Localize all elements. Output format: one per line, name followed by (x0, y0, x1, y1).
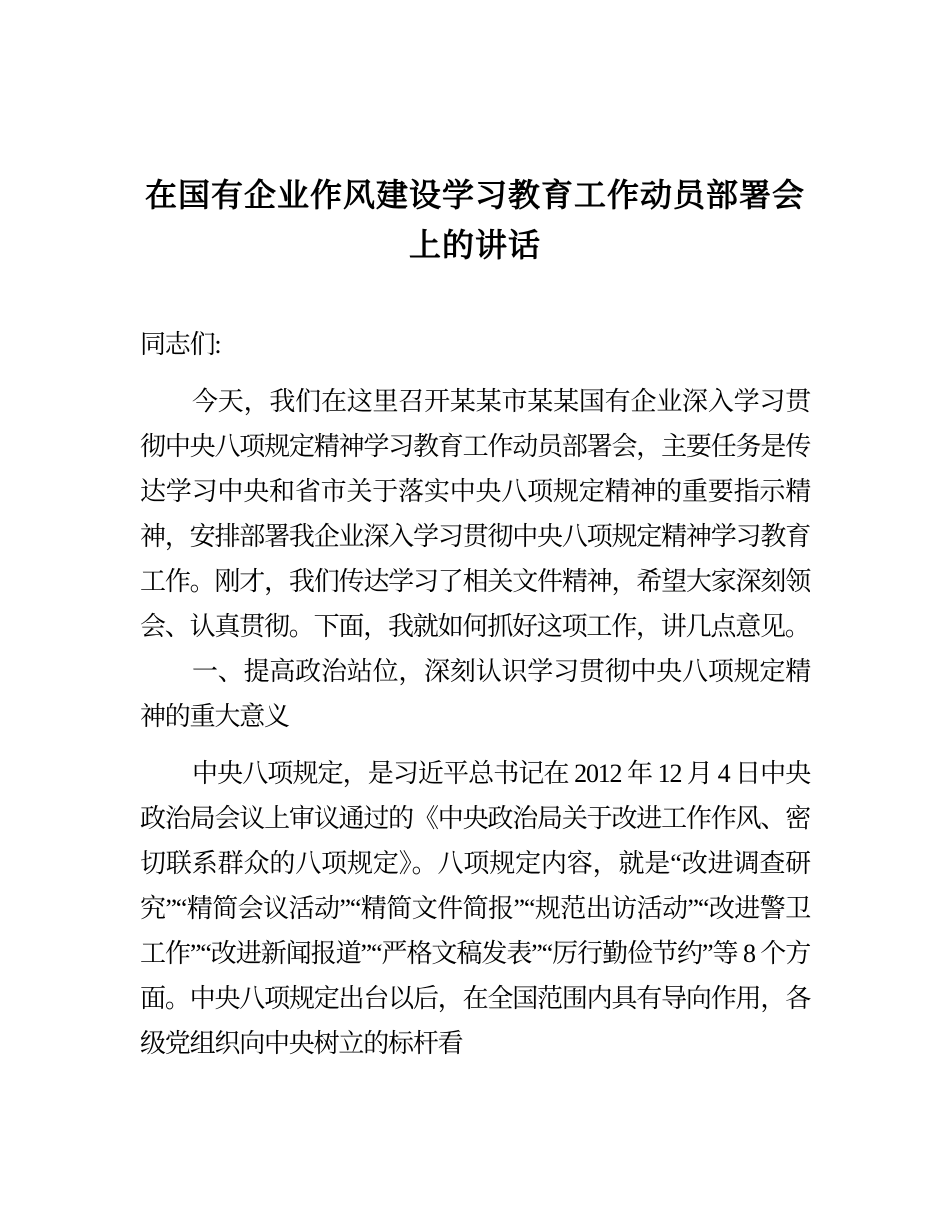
section-heading-1: 一、提高政治站位，深刻认识学习贯彻中央八项规定精神的重大意义 (140, 657, 810, 731)
salutation: 同志们: (140, 330, 221, 359)
paragraph-eight-rules: 中央八项规定，是习近平总书记在 2012 年 12 月 4 日中央政治局会议上审议通过的《中央政治局关于改进工作作风、密切联系群众的八项规定》。八项规定内容，就是“改进调查研究”“精简会议活动”“精简文件简报”“规范出访活动”“改进警卫工作”“改进新闻报道”“严格文稿发表”“厉行勤俭节约”等 8 个方面。中央八项规定出台以后，在全国范围内具有导向作用，各级党组织向中央树立的标杆看 (140, 759, 810, 1058)
document-body (140, 322, 810, 1066)
document-title: 在国有企业作风建设学习教育工作动员部署会上的讲话 (144, 177, 805, 263)
paragraph-intro: 今天，我们在这里召开某某市某某国有企业深入学习贯彻中央八项规定精神学习教育工作动员部署会，主要任务是传达学习中央和省市关于落实中央八项规定精神的重要指示精神，安排部署我企业深入学习贯彻中央八项规定精神学习教育工作。刚才，我们传达学习了相关文件精神，希望大家深刻领会、认真贯彻。下面，我就如何抓好这项工作，讲几点意见。 (140, 387, 810, 641)
